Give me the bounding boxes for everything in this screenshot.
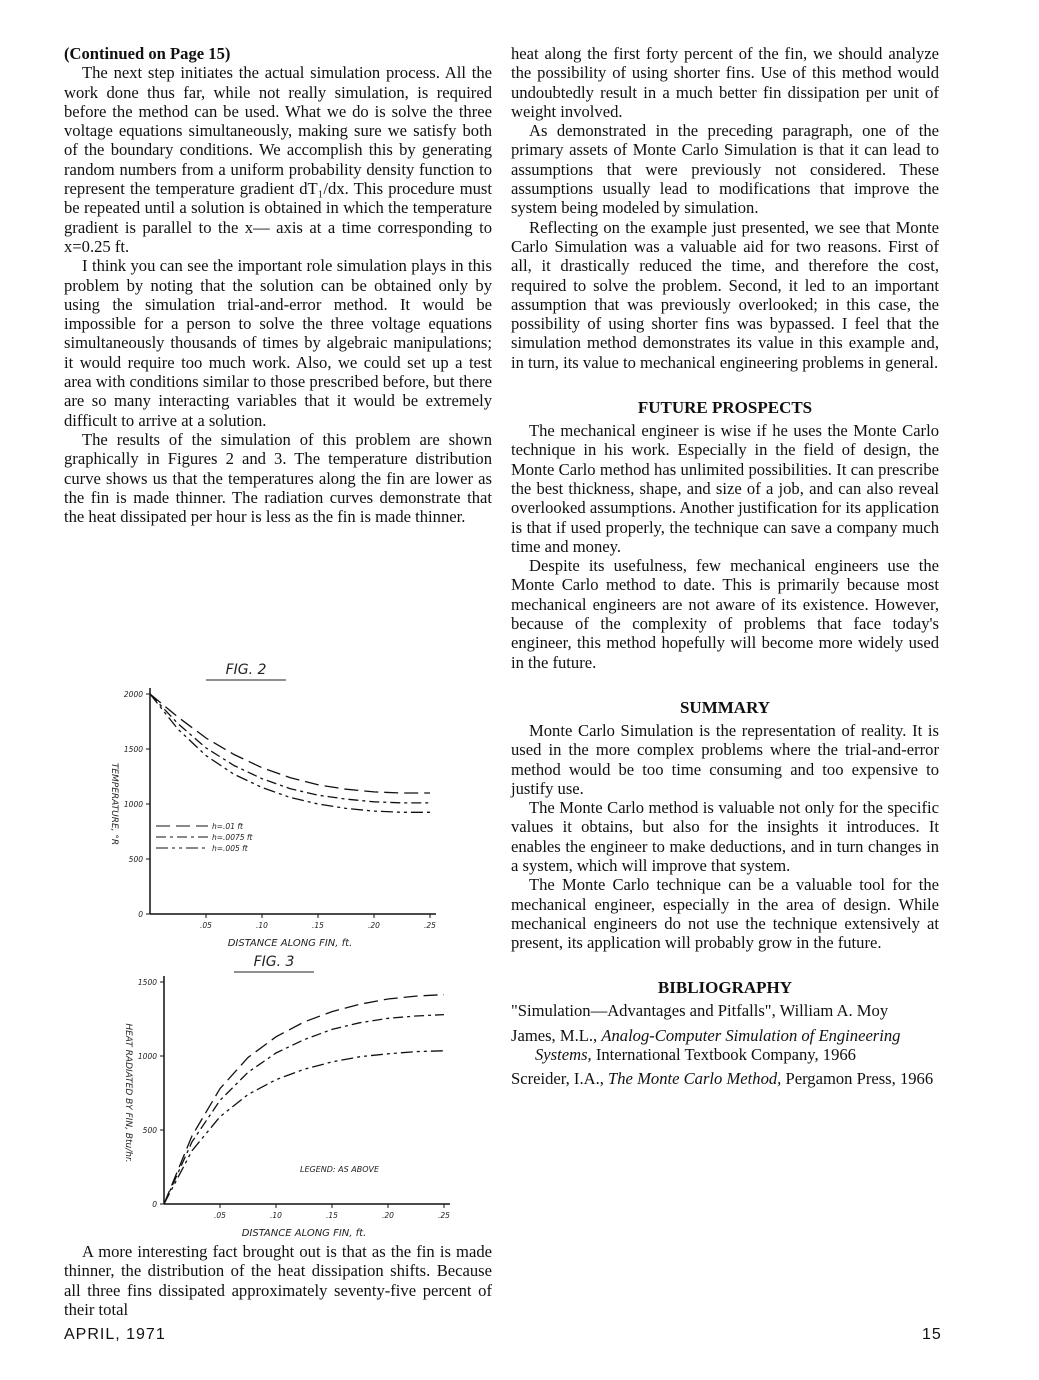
paragraph: Monte Carlo Simulation is the representation of reality. It is used in the more complex problems where the trial-and-error method would be too time consuming and too expensive to justify use. bbox=[511, 720, 939, 798]
bibliography-list bbox=[511, 1001, 939, 1088]
paragraph: The Monte Carlo technique can be a valuable tool for the mechanical engineer, especially in the area of design. While mechanical engineers do not use the technique extensively at present, its application will probably grow in the future. bbox=[511, 875, 939, 953]
y-tick-label: 1500 bbox=[123, 745, 143, 754]
chart-title: FIG. 2 bbox=[225, 662, 267, 678]
bib-title: Analog-Computer Simulation of Engineering Systems, bbox=[535, 1025, 901, 1065]
bib-title: The Monte Carlo Method, bbox=[608, 1069, 782, 1089]
series-line-2 bbox=[164, 1015, 444, 1204]
left-column-bottom bbox=[64, 1242, 492, 1319]
y-tick-label: 500 bbox=[142, 1126, 157, 1135]
y-axis-label: HEAT RADIATED BY FIN, Btu/hr. bbox=[123, 1023, 133, 1163]
paragraph: I think you can see the important role simulation plays in this problem by noting that the solution can be obtained only by using the simulation trial-and-error method. It would be impossible for a person to solve the three voltage equations simultaneously thousands of times by algebraic manipulations; it would require too much work. Also, we could set up a test area with conditions similar to those prescribed before, but there are so many interacting variables that it would be extremely difficult to arrive at a solution. bbox=[64, 256, 492, 430]
y-tick-label: 1000 bbox=[123, 800, 143, 809]
section-heading-summary: SUMMARY bbox=[679, 697, 771, 717]
page-number: 15 bbox=[922, 1326, 942, 1343]
y-tick-label: 0 bbox=[152, 1200, 157, 1209]
paragraph: As demonstrated in the preceding paragraph, one of the primary assets of Monte Carlo Simulation is that it can lead to assumptions that were previously not considered. These assumptions usually lead to modifications that improve the system being modeled by simulation. bbox=[511, 121, 939, 218]
y-tick-label: 1500 bbox=[137, 978, 157, 987]
x-axis-label: DISTANCE ALONG FIN, ft. bbox=[241, 1228, 367, 1239]
bib-author: Screider, I.A., bbox=[511, 1069, 609, 1089]
x-tick-label: .10 bbox=[256, 921, 268, 930]
section-heading-bibliography: BIBLIOGRAPHY bbox=[657, 978, 793, 998]
x-axis-label: DISTANCE ALONG FIN, ft. bbox=[227, 938, 353, 949]
legend-label: h=.0075 ft bbox=[212, 833, 253, 842]
footer-date: APRIL, 1971 bbox=[64, 1326, 166, 1343]
series-line-1 bbox=[150, 694, 430, 793]
y-axis-label: TEMPERATURE, °R bbox=[109, 762, 119, 846]
paragraph: A more interesting fact brought out is that as the fin is made thinner, the distribution of the heat dissipation shifts. Because all three fins dissipated approximately seventy-five percent of their total bbox=[64, 1242, 492, 1319]
paragraph: Despite its usefulness, few mechanical engineers use the Monte Carlo method to date. This is primarily because most mechanical engineers are not aware of its existence. However, because of the complexity of problems that face today's engineer, this method hopefully will become more widely used in the future. bbox=[511, 556, 939, 672]
x-tick-label: .20 bbox=[382, 1211, 394, 1220]
paragraph: The Monte Carlo method is valuable not only for the specific values it obtains, but also for the insights it introduces. It enables the engineer to make deductions, and in turn changes in a system, which will improve that system. bbox=[511, 798, 939, 875]
left-column bbox=[64, 44, 492, 526]
bib-publisher: International Textbook Company, 1966 bbox=[591, 1045, 856, 1065]
series-line-2 bbox=[150, 694, 430, 803]
series-line-3 bbox=[164, 1051, 444, 1204]
series-line-3 bbox=[150, 694, 430, 812]
x-tick-label: .25 bbox=[438, 1211, 450, 1220]
y-tick-label: 0 bbox=[138, 910, 143, 919]
x-tick-label: .25 bbox=[424, 921, 436, 930]
section-heading-future-prospects: FUTURE PROSPECTS bbox=[637, 398, 813, 418]
continued-note: (Continued on Page 15) bbox=[64, 44, 231, 63]
bib-publisher: Pergamon Press, 1966 bbox=[781, 1069, 934, 1089]
legend-label: h=.01 ft bbox=[212, 822, 243, 831]
paragraph: The results of the simulation of this problem are shown graphically in Figures 2 and 3. The temperature distribution curve shows us that the temperatures along the fin are lower as the fin is made thinner. The radiation curves demonstrate that the heat dissipated per hour is less as the fin is made thinner. bbox=[64, 429, 492, 527]
x-tick-label: .15 bbox=[312, 921, 324, 930]
bibliography-entry bbox=[511, 1069, 939, 1088]
y-tick-label: 1000 bbox=[137, 1052, 157, 1061]
bib-author: James, M.L., bbox=[511, 1025, 602, 1045]
x-tick-label: .20 bbox=[368, 921, 380, 930]
x-tick-label: .05 bbox=[200, 921, 212, 930]
x-tick-label: .15 bbox=[326, 1211, 338, 1220]
paragraph: Reflecting on the example just presented, we see that Monte Carlo Simulation was a valuable aid for two reasons. First of all, it drastically reduced the time, and therefore the cost, required to solve the problem. Second, it led to an important assumption that was previously overlooked; in this case, the possibility of using shorter fins was bypassed. I feel that the simulation method demonstrates its value in this example and, in turn, its value to mechanical engineering problems in general. bbox=[511, 217, 939, 372]
chart-title: FIG. 3 bbox=[253, 954, 295, 970]
legend-label: h=.005 ft bbox=[212, 844, 248, 853]
x-tick-label: .10 bbox=[270, 1211, 282, 1220]
figure-3-heat-radiated-chart bbox=[64, 954, 464, 1242]
y-tick-label: 500 bbox=[128, 855, 143, 864]
bib-text: "Simulation—Advantages and Pitfalls", William A. Moy bbox=[511, 1001, 889, 1021]
y-tick-label: 2000 bbox=[123, 690, 143, 699]
paragraph: heat along the first forty percent of the fin, we should analyze the possibility of using shorter fins. Use of this method would undoubtedly result in a much better fin dissipation per unit of weight involved. bbox=[511, 44, 939, 121]
bibliography-entry bbox=[511, 1001, 939, 1020]
x-tick-label: .05 bbox=[214, 1211, 226, 1220]
paragraph: The mechanical engineer is wise if he uses the Monte Carlo technique in his work. Especially in the field of design, the Monte Carlo method has unlimited possibilities. It can prescribe the best thickness, shape, and size of a job, and can also reveal overlooked assumptions. Another justification for its application is that if used properly, the technique can save a company much time and money. bbox=[511, 421, 939, 556]
paragraph: The next step initiates the actual simulation process. All the work done thus far, while not really simulation, is required before the method can be used. What we do is solve the three voltage equations simultaneously, making sure we satisfy both of the boundary conditions. We accomplish this by generating random numbers from a uniform probability density function to represent the temperature gradient dT₁/dx. This procedure must be repeated until a solution is obtained in which the temperature gradient is parallel to the x— axis at a time corresponding to x=0.25 ft. bbox=[64, 63, 492, 256]
figure-2-temperature-chart bbox=[64, 660, 464, 952]
bibliography-entry bbox=[511, 1026, 939, 1065]
chart-annotation: LEGEND: AS ABOVE bbox=[300, 1165, 380, 1174]
right-column bbox=[511, 44, 939, 1094]
